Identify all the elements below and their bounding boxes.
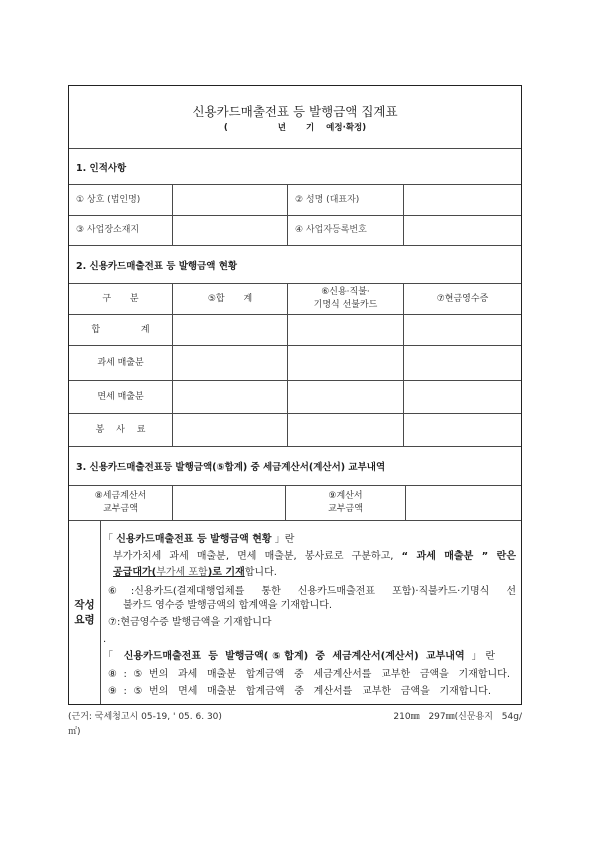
tax-invoice-amount-field[interactable] (172, 486, 285, 520)
status-block-line-1-emphasis: “ 과세 매출분 ” 란은 (401, 551, 516, 562)
business-registration-number-field[interactable] (403, 216, 521, 245)
period-term-label: 기 (305, 123, 315, 133)
row-label-taxable-sales: 과세 매출분 (97, 357, 144, 368)
status-block-line-1 (113, 550, 516, 564)
service-charge-cash-receipt-cell[interactable] (403, 414, 521, 446)
status-block-title (103, 533, 294, 547)
company-name-field[interactable] (172, 185, 287, 215)
instructions-label-line-1: 작성 (74, 598, 95, 611)
cash-receipt-sum-cell[interactable] (403, 315, 521, 345)
taxable-cash-receipt-cell[interactable] (403, 346, 521, 380)
representative-name-label: ② 성명 (대표자) (287, 185, 403, 215)
invoice-block-open-bracket: 「 (103, 651, 117, 662)
status-table-header (69, 284, 521, 315)
row-label-tax-exempt-sales: 면세 매출분 (97, 391, 144, 402)
status-row-tax-exempt (69, 381, 521, 414)
card-column-header-line-2: 기명식 선불카드 (313, 300, 378, 310)
item-6-line-1: ⑥:신용카드(결제대행업체를 통한 신용카드매출전표 포함)·직불카드·기명식 선 (108, 586, 516, 597)
status-block-close-bracket: 」란 (274, 534, 295, 545)
invoice-amount-field[interactable] (405, 486, 521, 520)
item-7-period: . (103, 634, 107, 645)
section-3-title: 3. 신용카드매출전표등 발행금액(⑤합계) 중 세금계산서(계산서) 교부내역 (76, 462, 386, 473)
status-block-line-2-part-3: )로 기재 (207, 567, 245, 578)
status-block-line-2-part-2: 부가세 포함 (156, 567, 208, 578)
footer-legal-basis: (근거: 국세청고시 05-19, ' 05. 6. 30) (68, 712, 222, 722)
form-period (69, 122, 521, 134)
item-6-line-2: 불카드 영수증 발행금액의 합계액을 기재합니다. (123, 600, 333, 611)
credit-card-summary-form (68, 85, 522, 705)
invoice-block-close-bracket: 」란 (471, 651, 495, 662)
instructions-label-line-2: 요령 (74, 613, 95, 626)
status-row-total (69, 315, 521, 346)
tax-exempt-cash-receipt-cell[interactable] (403, 381, 521, 413)
invoice-block-title-text: 신용카드매출전표 등 발행금액(⑤합계) 중 세금계산서(계산서) 교부내역 (123, 651, 465, 662)
taxable-card-cell[interactable] (287, 346, 403, 380)
cash-receipt-column-header: ⑦현금영수증 (403, 284, 521, 314)
instructions-label (69, 521, 101, 704)
section-issuance-status-heading (69, 246, 521, 284)
form-title: 신용카드매출전표 등 발행금액 집계표 (192, 104, 398, 119)
status-block-line-2 (113, 566, 277, 580)
card-column-header (287, 284, 403, 314)
item-9-line: ⑨:⑤번의 면세 매출분 합계금액 중 계산서를 교부한 금액을 기재합니다. (108, 686, 491, 697)
invoice-breakdown-row (69, 486, 521, 521)
status-block-line-1-text: 부가가치세 과세 매출분, 면세 매출분, 봉사료로 구분하고, (113, 551, 394, 562)
tax-exempt-card-cell[interactable] (287, 381, 403, 413)
invoice-label-line-2: 교부금액 (328, 504, 363, 514)
status-block-line-2-part-4: 합니다. (244, 567, 277, 578)
business-address-field[interactable] (172, 216, 287, 245)
status-row-taxable (69, 346, 521, 381)
tax-invoice-amount-label (69, 486, 172, 520)
status-block-line-2-part-1: 공급대가( (113, 567, 157, 578)
business-registration-number-label: ④ 사업자등록번호 (287, 216, 403, 245)
invoice-label-line-1: ⑨계산서 (328, 491, 363, 501)
footer-paper-size: 210㎜ 297㎜(신문용지 54g/ (393, 712, 522, 722)
row-label-total: 합 계 (91, 324, 150, 335)
total-column-header: ⑤합 계 (172, 284, 287, 314)
status-row-service-charge (69, 414, 521, 447)
service-charge-total-cell[interactable] (172, 414, 287, 446)
status-block-title-text: 신용카드매출전표 등 발행금액 현황 (116, 534, 272, 545)
tax-invoice-label-line-2: 교부금액 (103, 504, 138, 514)
status-block-open-bracket: 「 (103, 534, 113, 545)
service-charge-card-cell[interactable] (287, 414, 403, 446)
business-address-label: ③ 사업장소재지 (76, 225, 140, 235)
item-7-line: ⑦:현금영수증 발행금액을 기재합니다 (108, 617, 272, 628)
section-2-title: 2. 신용카드매출전표 등 발행금액 현황 (76, 260, 238, 272)
company-name-label: ① 상호 (법인명) (76, 194, 141, 205)
footer-paper-size-continued: ㎡) (68, 727, 81, 737)
personal-info-row-2 (69, 216, 521, 246)
item-8-line: ⑧:⑤번의 과세 매출분 합계금액 중 세금계산서를 교부한 금액을 기재합니다. (108, 669, 511, 680)
category-column-header: 구 분 (102, 293, 139, 304)
invoice-amount-label (285, 486, 405, 520)
period-type-label: 예정·확정) (326, 123, 367, 133)
section-1-title: 1. 인적사항 (76, 162, 127, 174)
representative-name-field[interactable] (403, 185, 521, 215)
form-header (69, 86, 521, 149)
total-sum-cell[interactable] (172, 315, 287, 345)
instructions-section (69, 521, 521, 704)
section-invoice-breakdown-heading (69, 447, 521, 486)
taxable-total-cell[interactable] (172, 346, 287, 380)
period-open-paren: ( (223, 123, 228, 133)
card-column-header-line-1: ⑥신용·직불· (321, 287, 370, 297)
personal-info-row-1 (69, 185, 521, 216)
row-label-service-charge: 봉 사 료 (95, 424, 146, 435)
tax-invoice-label-line-1: ⑧세금계산서 (94, 491, 147, 501)
section-personal-info-heading (69, 149, 521, 185)
period-year-label: 년 (277, 123, 286, 133)
invoice-block-title (103, 650, 495, 664)
card-sum-cell[interactable] (287, 315, 403, 345)
tax-exempt-total-cell[interactable] (172, 381, 287, 413)
